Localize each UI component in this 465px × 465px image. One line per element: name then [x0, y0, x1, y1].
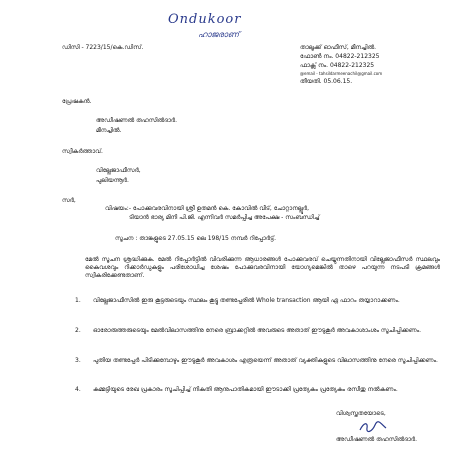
item-text-1: വില്ലേജാഫീസിൽ ഇരു കൂട്ടരുടെയും സ്ഥലം കൂട്ടു തണ്ടപ്പേരിൽ Whole transaction ആയി ഏ ഫാറം തയ്യാറാക്കണം.	[93, 297, 400, 304]
handwritten-note-line1: Ondukoor	[168, 12, 242, 27]
item-text-3: പുതിയ തണ്ടപ്പേർ പിടിക്കുമ്പോഴും ഈടുകൂർ അവകാശം എത്രയെന്ന് അതാത് വ്യക്തികളുടെ വിലാസത്തിനു നേരെ സൂചിപ്പിക്കണം.	[93, 357, 438, 364]
item-number-2: 2.	[75, 327, 81, 334]
item-number-1: 1.	[75, 297, 81, 304]
signature-title: അഡീഷണൽ തഹസിൽദാർ.	[336, 436, 417, 443]
item-text-2: ഓരോരുത്തരുടെയും മേൽവിലാസത്തിനു നേരെ ബ്രാക്കറ്റിൽ അവരുടെ അതാത് ഈടുകൂർ അവകാശാംശം സൂചിപ്പിക്കണം.	[93, 327, 422, 334]
item-text-4: കമ്മട്ടിയുടെ രേഖ പ്രകാരം സൂചിപ്പിച്ച് നികുതി ആനുപാതികമായി ഈടാക്കി പ്രത്യേകം പ്രത്യേകം രസീതു നൽകണം.	[93, 386, 398, 393]
signature-mark	[358, 420, 388, 434]
item-number-4: 4.	[75, 386, 81, 393]
body-paragraph: മേൽ സൂചന ശ്രദ്ധിക്കുക. മേൽ റിപ്പോർട്ടിൽ വിവരിക്കുന്ന ആധാരങ്ങൾ പോക്കുവരവ് ചെയ്യുന്നതിനായി വില്ലേജാഫീസർ സ്ഥലവും കൈവശവും റിക്കാർഡുകളും പരിശോധിച്ച ശേഷം പോക്കുവരവിനായി യോഗ്യമെങ്കിൽ താഴെ പറയുന്ന നടപടി ക്രമങ്ങൾ സ്വീകരിക്കേണ്ടതാണ്.	[85, 256, 440, 279]
sender-label: പ്രേഷകൻ.	[62, 98, 92, 105]
closing: വിശ്വസ്തതയോടെ,	[336, 410, 386, 417]
recipient-line2: പുലിയന്നൂർ.	[96, 177, 129, 184]
office-name: താലൂക്ക് ഓഫീസ്, മീനച്ചിൽ.	[300, 44, 377, 51]
sender-line1: അഡീഷണൽ തഹസിൽദാർ.	[96, 117, 177, 124]
item-number-3: 3.	[75, 357, 81, 364]
letter-date: തീയതി. 05.06.15.	[300, 78, 353, 85]
salutation: സർ,	[62, 197, 76, 204]
office-email: @email - tahsildarmeenachil@gmail.com	[300, 71, 383, 76]
sender-line2: മീനച്ചിൽ.	[96, 127, 122, 134]
subject-line1: വിഷയം:- പോക്കുവരവിനായി ശ്രീ ഉതമൻ കെ. കോവിൽ വീട്, ചോറ്റാനല്ലൂർ,	[105, 205, 310, 212]
handwritten-note-line2: ഹാജരാണ്	[198, 30, 240, 39]
subject-line2: ടിയാൻ ഭാര്യ മിനി പി.ജി. എന്നിവർ സമർപ്പിച്ച അപേക്ഷ - സംബന്ധിച്ച്	[129, 214, 320, 221]
file-number: ഡിസി - 7223/15/കെ.ഡിസ്.	[62, 44, 144, 51]
recipient-label: സ്വീകർത്താവ്.	[62, 148, 103, 155]
recipient-line1: വില്ലേജാഫീസർ,	[96, 167, 141, 174]
office-fax: ഫാക്സ് നം. 04822-212325	[300, 62, 375, 69]
office-phone: ഫോൺ നം. 04822-212325	[300, 53, 380, 60]
reference-line: സൂചന : താങ്കളുടെ 27.05.15 ലെ 198/15 നമ്പർ റിപ്പോർട്ട്.	[115, 235, 276, 242]
